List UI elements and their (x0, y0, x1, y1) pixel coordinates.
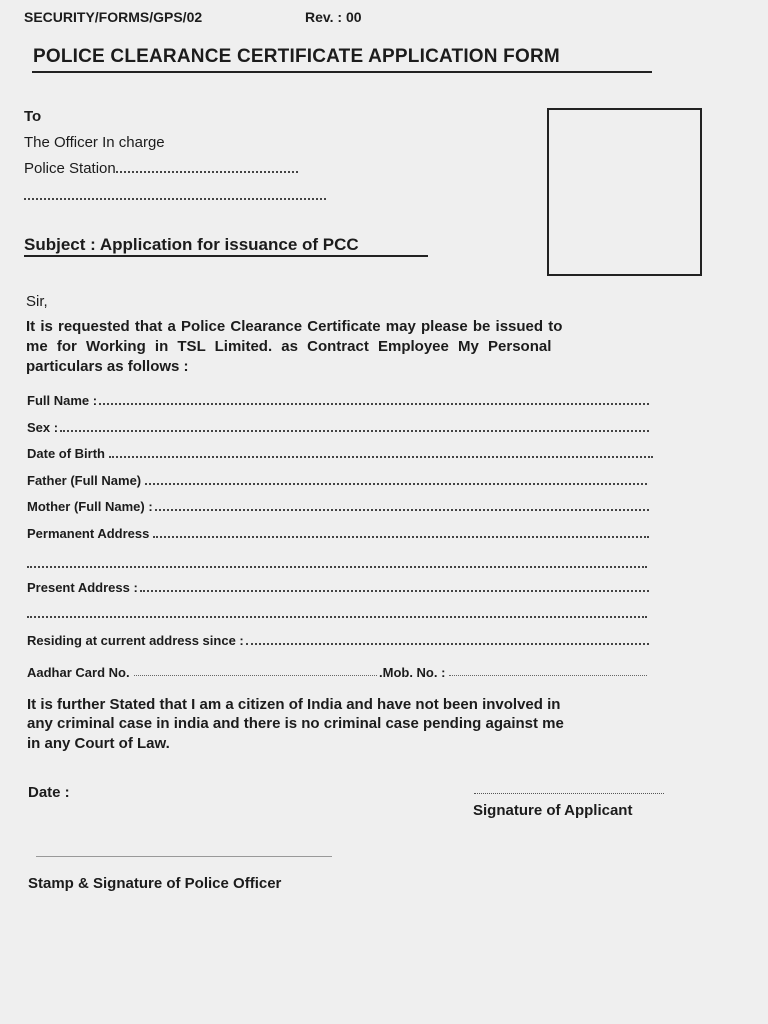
revision-number: Rev. : 00 (305, 9, 362, 25)
date-label: Date : (28, 784, 70, 801)
father-blank[interactable] (145, 483, 647, 485)
intro-line-1: It is requested that a Police Clearance Certificate may please be issued to (26, 318, 563, 335)
field-father-label: Father (Full Name) (27, 473, 142, 488)
field-aadhar (27, 665, 377, 680)
field-dob (27, 446, 653, 461)
title-underline (32, 71, 652, 73)
field-full-name (27, 393, 649, 408)
declaration-line-1: It is further Stated that I am a citizen of India and have not been involved in (27, 696, 561, 713)
field-present-address (27, 580, 649, 595)
applicant-signature-label: Signature of Applicant (473, 802, 633, 819)
intro-line-3: particulars as follows : (26, 358, 189, 375)
field-dob-label: Date of Birth (27, 446, 105, 461)
full-name-blank[interactable] (99, 403, 649, 405)
intro-line-2: me for Working in TSL Limited. as Contract Employee My Personal (26, 338, 552, 355)
field-mother (27, 499, 649, 514)
applicant-signature-line[interactable] (474, 793, 664, 794)
permanent-address-blank[interactable] (153, 536, 649, 538)
address-to: To (24, 108, 42, 125)
field-sex (27, 420, 649, 435)
salutation: Sir, (26, 293, 48, 310)
sex-blank[interactable] (60, 430, 649, 432)
declaration-line-3: in any Court of Law. (27, 735, 170, 752)
subject-line: Subject : Application for issuance of PCC (24, 235, 359, 254)
field-mobile-label: .Mob. No. : (379, 665, 446, 680)
field-residing-since-label: Residing at current address since : (27, 633, 244, 648)
present-address-blank-2[interactable] (27, 606, 647, 618)
field-present-address-label: Present Address : (27, 580, 138, 595)
declaration-line-2: any criminal case in india and there is no criminal case pending against me (27, 715, 564, 732)
address-station (24, 160, 298, 177)
mother-blank[interactable] (155, 509, 649, 511)
dob-blank[interactable] (109, 456, 653, 458)
field-aadhar-label: Aadhar Card No. (27, 665, 130, 680)
field-father (27, 473, 647, 488)
field-permanent-address-label: Permanent Address (27, 526, 150, 541)
residing-since-blank[interactable] (246, 643, 649, 645)
address-officer: The Officer In charge (24, 134, 165, 151)
field-mobile (379, 665, 647, 680)
station-label: Police Station (24, 160, 116, 177)
subject-underline (24, 255, 428, 257)
officer-signature-line[interactable] (36, 856, 332, 857)
form-code: SECURITY/FORMS/GPS/02 (24, 9, 203, 25)
mobile-blank[interactable] (449, 675, 647, 676)
field-sex-label: Sex : (27, 420, 59, 435)
station-blank[interactable] (116, 171, 298, 173)
field-full-name-label: Full Name : (27, 393, 98, 408)
page-title: POLICE CLEARANCE CERTIFICATE APPLICATION FORM (33, 46, 560, 67)
aadhar-blank[interactable] (134, 675, 377, 676)
permanent-address-blank-2[interactable] (27, 556, 647, 568)
photo-box (547, 108, 702, 276)
present-address-blank[interactable] (140, 590, 649, 592)
station-second-blank[interactable] (24, 186, 326, 200)
officer-signature-label: Stamp & Signature of Police Officer (28, 875, 282, 892)
field-residing-since (27, 633, 649, 648)
field-permanent-address (27, 526, 649, 541)
field-mother-label: Mother (Full Name) : (27, 499, 153, 514)
